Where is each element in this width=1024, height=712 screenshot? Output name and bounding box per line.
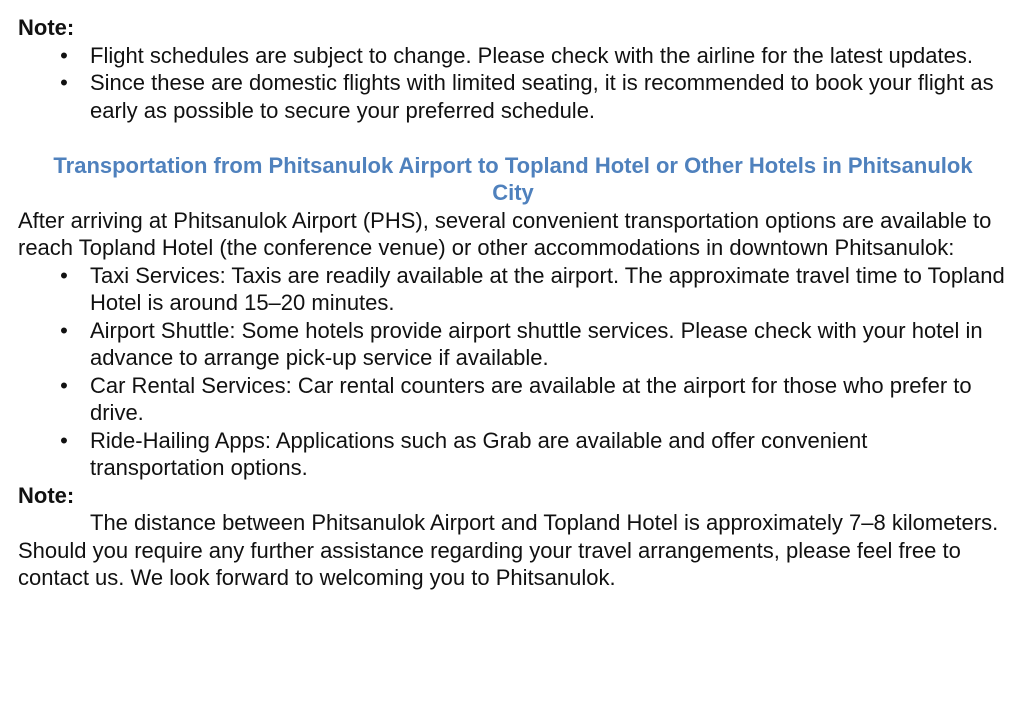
distance-paragraph: The distance between Phitsanulok Airport and Topland Hotel is approximately 7–8 kilometers. — [90, 510, 999, 535]
list-item-text: Ride-Hailing Apps: Applications such as Grab are available and offer convenient transportation options. — [90, 427, 868, 480]
list-item-text: Car Rental Services: Car rental counters are available at the airport for those who prefer to drive. — [90, 372, 972, 425]
list-item — [18, 69, 1008, 124]
note-heading: Note: — [18, 482, 75, 508]
bullet-icon: • — [60, 372, 68, 398]
list-item-text: Airport Shuttle: Some hotels provide airport shuttle services. Please check with your hotel in advance to arrange pick-up service if available. — [90, 317, 983, 370]
bullet-icon: • — [60, 317, 68, 343]
section-title: Transportation from Phitsanulok Airport to Topland Hotel or Other Hotels in Phitsanulok City — [53, 152, 973, 205]
document-body — [18, 14, 1008, 592]
list-item-text: Taxi Services: Taxis are readily available at the airport. The approximate travel time to Topland Hotel is around 15–20 minutes. — [90, 262, 1005, 315]
list-item-text: Since these are domestic flights with limited seating, it is recommended to book your flight as early as possible to secure your preferred schedule. — [90, 70, 994, 123]
bullet-icon: • — [60, 70, 68, 95]
flight-notes-list — [18, 42, 1008, 125]
blank-line — [18, 124, 1008, 152]
bullet-icon: • — [60, 42, 68, 68]
list-item-text: Flight schedules are subject to change. Please check with the airline for the latest updates. — [90, 42, 973, 68]
intro-paragraph: After arriving at Phitsanulok Airport (PHS), several convenient transportation options are available to reach Topland Hotel (the conference venue) or other accommodations in downtown Phitsanulok: — [18, 207, 992, 260]
note-heading: Note: — [18, 15, 75, 40]
list-item — [18, 427, 1008, 482]
list-item — [18, 262, 1008, 317]
bullet-icon: • — [60, 262, 68, 288]
list-item — [18, 42, 1008, 70]
list-item — [18, 317, 1008, 372]
transport-options-list — [18, 262, 1008, 482]
list-item — [18, 372, 1008, 427]
bullet-icon: • — [60, 427, 68, 453]
closing-paragraph: Should you require any further assistance regarding your travel arrangements, please feel free to contact us. We look forward to welcoming you to Phitsanulok. — [18, 537, 961, 590]
